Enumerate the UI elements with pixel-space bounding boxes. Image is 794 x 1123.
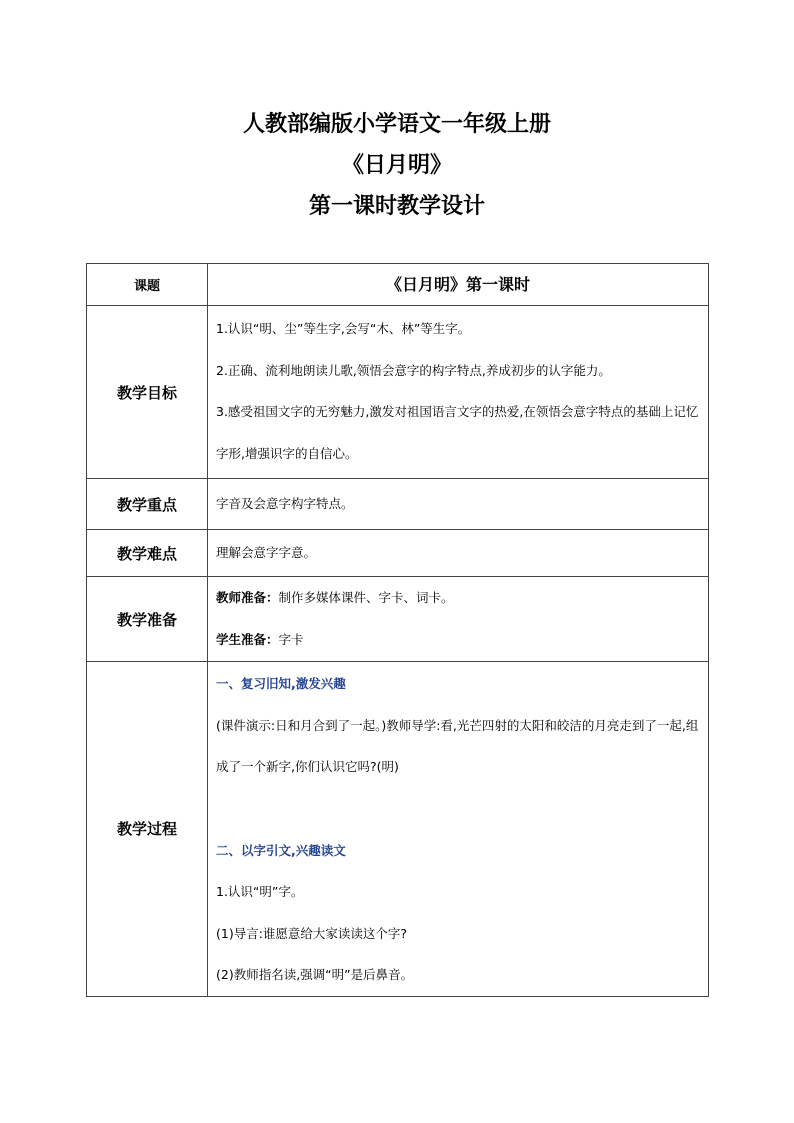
objective-1: 1.认识“明、尘”等生字,会写“木、林”等生字。 <box>216 321 471 336</box>
student-prep <box>216 619 702 661</box>
student-prep-label: 学生准备： <box>216 631 279 647</box>
student-prep-text: 字卡 <box>278 631 304 647</box>
difficulties-label: 教学难点 <box>87 530 208 577</box>
row-topic <box>87 264 709 306</box>
difficulties-text: 理解会意字字意。 <box>216 545 317 560</box>
topic-cell <box>208 264 709 306</box>
teacher-prep <box>216 577 702 619</box>
topic-label: 课题 <box>87 264 208 306</box>
preparation-label: 教学准备 <box>87 577 208 662</box>
objectives-cell <box>208 306 709 479</box>
step-1: 1.认识“明”字。 <box>216 884 304 899</box>
teacher-prep-text: 制作多媒体课件、字卡、词卡。 <box>278 590 454 605</box>
row-difficulties <box>87 530 709 577</box>
key-points-cell <box>208 479 709 530</box>
preparation-cell <box>208 577 709 662</box>
section2-heading: 二、以字引文,兴趣读文 <box>216 842 346 858</box>
title-line-2: 《日月明》 <box>341 153 452 178</box>
row-preparation <box>87 577 709 662</box>
row-process <box>87 662 709 997</box>
difficulties-cell <box>208 530 709 577</box>
section1-heading: 一、复习旧知,激发兴趣 <box>216 676 346 691</box>
spacer <box>216 788 702 830</box>
title-line-1: 人教部编版小学语文一年级上册 <box>242 112 551 137</box>
key-points-text: 字音及会意字构字特点。 <box>216 496 354 511</box>
row-objectives <box>87 306 709 479</box>
topic-value: 《日月明》第一课时 <box>385 275 530 294</box>
section1-text: (课件演示:日和月合到了一起。)教师导学:看,光芒四射的太阳和皎洁的月亮走到了一起,组成了一个新字,你们认识它吗?(明) <box>216 717 699 774</box>
row-key-points <box>87 479 709 530</box>
process-cell <box>208 662 709 997</box>
objectives-label: 教学目标 <box>87 306 208 479</box>
teacher-prep-label: 教师准备： <box>216 590 279 605</box>
step-1a: (1)导言:谁愿意给大家读读这个字? <box>216 925 408 941</box>
lesson-table <box>86 263 709 997</box>
step-1b: (2)教师指名读,强调“明”是后鼻音。 <box>216 967 414 982</box>
objective-2: 2.正确、流利地朗读儿歌,领悟会意字的构字特点,养成初步的认字能力。 <box>216 362 611 378</box>
document-title <box>0 104 794 227</box>
key-points-label: 教学重点 <box>87 479 208 530</box>
process-label: 教学过程 <box>87 662 208 997</box>
title-line-3: 第一课时教学设计 <box>308 194 485 219</box>
objective-3: 3.感受祖国文字的无穷魅力,激发对祖国语言文字的热爱,在领悟会意字特点的基础上记忆字形,增强识字的自信心。 <box>216 404 699 461</box>
